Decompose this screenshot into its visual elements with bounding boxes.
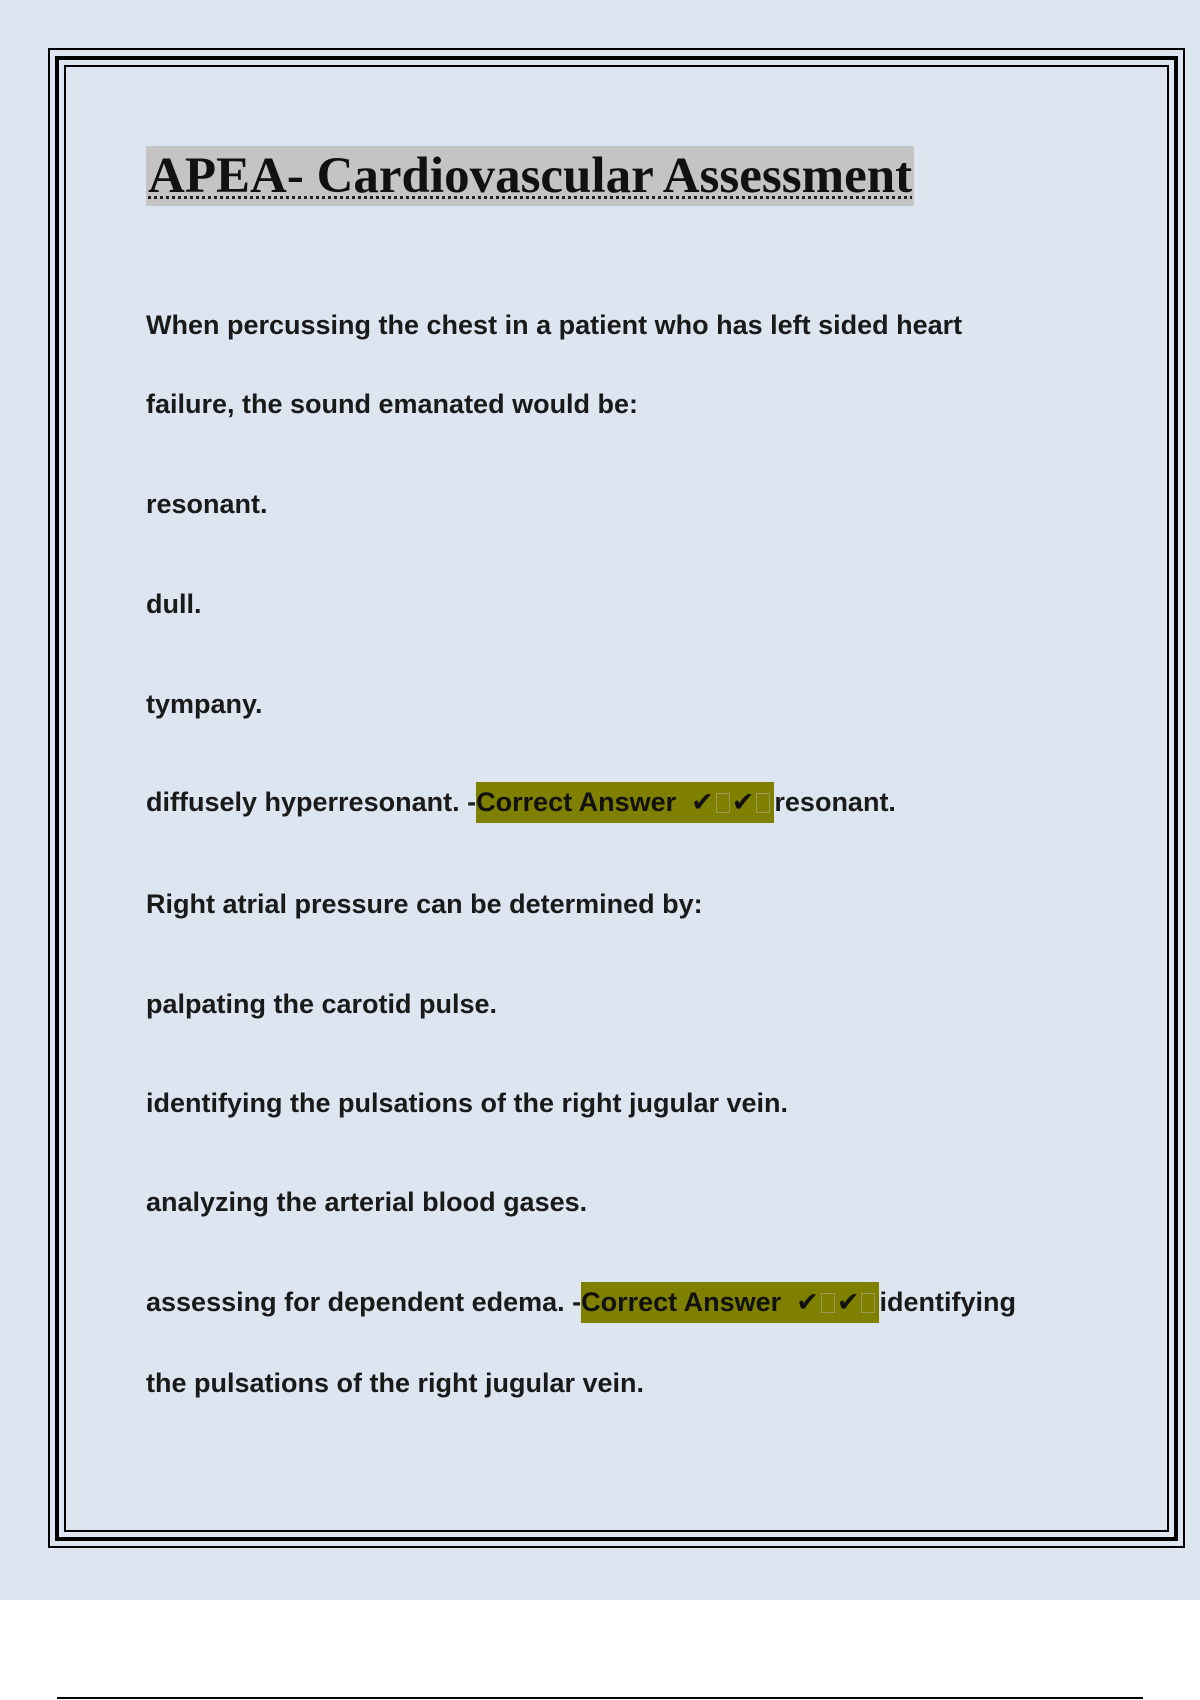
box-glyph-icon xyxy=(716,793,730,813)
q2-answer-line1: identifying xyxy=(879,1287,1016,1317)
check-icon: ✔ xyxy=(796,1287,819,1318)
q1-stem-line2: failure, the sound emanated would be: xyxy=(146,389,639,419)
check-icon: ✔ xyxy=(691,787,714,818)
q1-option-c: tympany. xyxy=(146,689,263,719)
q2-option-c: analyzing the arterial blood gases. xyxy=(146,1187,588,1217)
q1-option-d-row xyxy=(146,782,896,822)
q2-correct-answer-highlight xyxy=(581,1282,879,1323)
q1-option-a: resonant. xyxy=(146,489,268,519)
check-icon: ✔ xyxy=(836,1287,860,1318)
box-glyph-icon xyxy=(861,1293,875,1313)
q1-option-d: diffusely hyperresonant. - xyxy=(146,787,477,817)
q2-option-a: palpating the carotid pulse. xyxy=(146,989,498,1019)
q2-correct-answer-label: Correct Answer xyxy=(581,1287,782,1317)
q2-option-d-row xyxy=(146,1282,1016,1322)
check-icon: ✔ xyxy=(731,787,755,818)
q2-answer-line2: the pulsations of the right jugular vein. xyxy=(146,1368,645,1398)
q1-correct-answer-label: Correct Answer xyxy=(476,787,677,817)
box-glyph-icon xyxy=(756,793,770,813)
box-glyph-icon xyxy=(821,1293,835,1313)
document-title: APEA- Cardiovascular Assessment xyxy=(148,148,913,204)
footer-divider xyxy=(57,1697,1143,1699)
q1-answer: resonant. xyxy=(774,787,896,817)
q2-stem: Right atrial pressure can be determined by: xyxy=(146,889,703,919)
q1-stem-line1: When percussing the chest in a patient who has left sided heart xyxy=(146,310,963,340)
q1-option-b: dull. xyxy=(146,589,202,619)
q1-correct-answer-highlight xyxy=(476,782,774,823)
q2-option-d: assessing for dependent edema. - xyxy=(146,1287,582,1317)
q2-option-b: identifying the pulsations of the right jugular vein. xyxy=(146,1088,789,1118)
